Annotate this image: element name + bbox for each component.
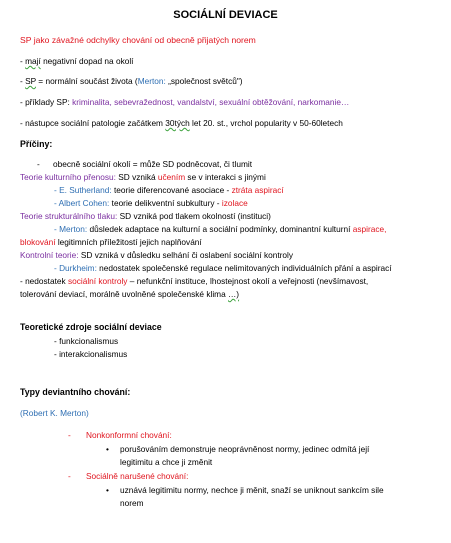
sources-heading: Teoretické zdroje sociální deviace: [20, 322, 162, 332]
types-author: (Robert K. Merton): [20, 408, 89, 418]
cause-text: teorie delikventní subkultury -: [109, 198, 222, 208]
examples-label: - příklady SP:: [20, 97, 73, 107]
theory-name: Kontrolní teorie:: [20, 250, 79, 260]
page-title: SOCIÁLNÍ DEVIACE: [173, 9, 278, 21]
cause-text: legitimních příležitostí jejich naplňování: [55, 237, 202, 247]
cause-text: - nedostatek: [20, 276, 68, 286]
type-disrupted-label: [68, 471, 188, 482]
dash: -: [20, 76, 26, 86]
author-cohen: - Albert Cohen:: [54, 198, 110, 208]
type-disrupted-desc: [106, 485, 384, 496]
point-normal: [20, 76, 243, 87]
point-impact: [20, 56, 134, 67]
keyword-aspirations: ztráta aspirací: [231, 185, 284, 195]
point-examples: [20, 97, 349, 108]
cause-sutherland: [54, 185, 284, 196]
intro-line: SP jako závažné odchylky chování od obecně přijatých norem: [20, 35, 256, 45]
word-maji: mají: [25, 56, 41, 66]
point-text: negativní dopad na okolí: [40, 56, 134, 66]
keyword-learning: učením: [157, 172, 186, 182]
type-label-text: Sociálně narušené chování:: [86, 471, 189, 481]
type-nonconformist-label: [68, 430, 172, 441]
cause-text-end: se v interakci s jinými: [185, 172, 266, 182]
cause-text: teorie diferencované asociace -: [111, 185, 232, 195]
cause-text: důsledek adaptace na kulturní a sociální podmínky, dominantní kulturní: [87, 224, 353, 234]
types-heading: Typy deviantního chování:: [20, 387, 131, 397]
cause-text-end: – nefunkční instituce, lhostejnost okolí a veřejnosti (nevšímavost,: [127, 276, 369, 286]
keyword-blocking: blokování: [20, 237, 56, 247]
cause-cultural: [20, 172, 266, 183]
examples-list: kriminalita, sebevražednost, vandalství, sexuální obtěžování, narkomanie…: [72, 97, 350, 107]
cause-text: tolerování deviací, morálně uvolněné společenské klima: [20, 289, 228, 299]
point-history: [20, 118, 343, 129]
author-sutherland: - E. Sutherland:: [54, 185, 112, 195]
author-durkheim: - Durkheim:: [54, 263, 97, 273]
bullet-dot: •: [106, 485, 109, 495]
quote-text: „společnost světců"): [165, 76, 243, 86]
cause-social-control: [20, 276, 368, 287]
cause-text: SD vzniká v důsledku selhání či oslabení sociální kontroly: [78, 250, 294, 260]
type-desc-text: uznává legitimitu normy, nechce ji měnit, snaží se uniknout sankcím sile: [120, 485, 384, 495]
cause-control: [20, 250, 293, 261]
cause-text: nedostatek společenské regulace nelimitovaných individuálních přání a aspirací: [96, 263, 392, 273]
type-disrupted-desc-cont: norem: [120, 498, 144, 508]
type-nonconformist-desc: [106, 444, 369, 455]
cause-cohen: [54, 198, 248, 209]
source-interactionism: - interakcionalismus: [54, 349, 128, 359]
merton-ref: Merton:: [137, 76, 166, 86]
cause-text: SD vzniká pod tlakem okolností (instituci): [117, 211, 271, 221]
type-nonconformist-desc-cont: legitimitu a chce ji změnit: [120, 457, 213, 467]
cause-environment: [37, 159, 252, 170]
dash: -: [37, 159, 40, 169]
cause-merton-cont: [20, 237, 202, 248]
word-30tych: 30tých: [165, 118, 190, 128]
keyword-isolation: izolace: [221, 198, 248, 208]
source-functionalism: - funkcionalismus: [54, 336, 119, 346]
cause-text: SD vzniká: [115, 172, 158, 182]
cause-structural: [20, 211, 271, 222]
point-text: = normální součást života (: [36, 76, 138, 86]
cause-social-control-cont: [20, 289, 239, 300]
cause-merton: [54, 224, 386, 235]
keyword-social-control: sociální kontroly: [67, 276, 128, 286]
causes-heading: Příčiny:: [20, 139, 53, 149]
dash: -: [68, 430, 71, 440]
type-label-text: Nonkonformní chování:: [86, 430, 172, 440]
keyword-aspiration: aspirace,: [352, 224, 387, 234]
type-desc-text: porušováním demonstruje neoprávněnost normy, jedinec odmítá její: [120, 444, 370, 454]
theory-name: Teorie strukturálního tlaku:: [20, 211, 118, 221]
dash: -: [68, 471, 71, 481]
word-sp: SP: [25, 76, 36, 86]
history-text-end: let 20. st., vrchol popularity v 50-60letech: [189, 118, 343, 128]
bullet-dot: •: [106, 444, 109, 454]
author-merton: - Merton:: [54, 224, 88, 234]
theory-name: Teorie kulturního přenosu:: [20, 172, 116, 182]
history-text: - nástupce sociální patologie začátkem: [20, 118, 166, 128]
cause-durkheim: [54, 263, 392, 274]
cause-text: obecně sociální okolí = může SD podněcovat, či tlumit: [53, 159, 252, 169]
dash: -: [20, 56, 26, 66]
ellipsis: …): [228, 289, 240, 299]
